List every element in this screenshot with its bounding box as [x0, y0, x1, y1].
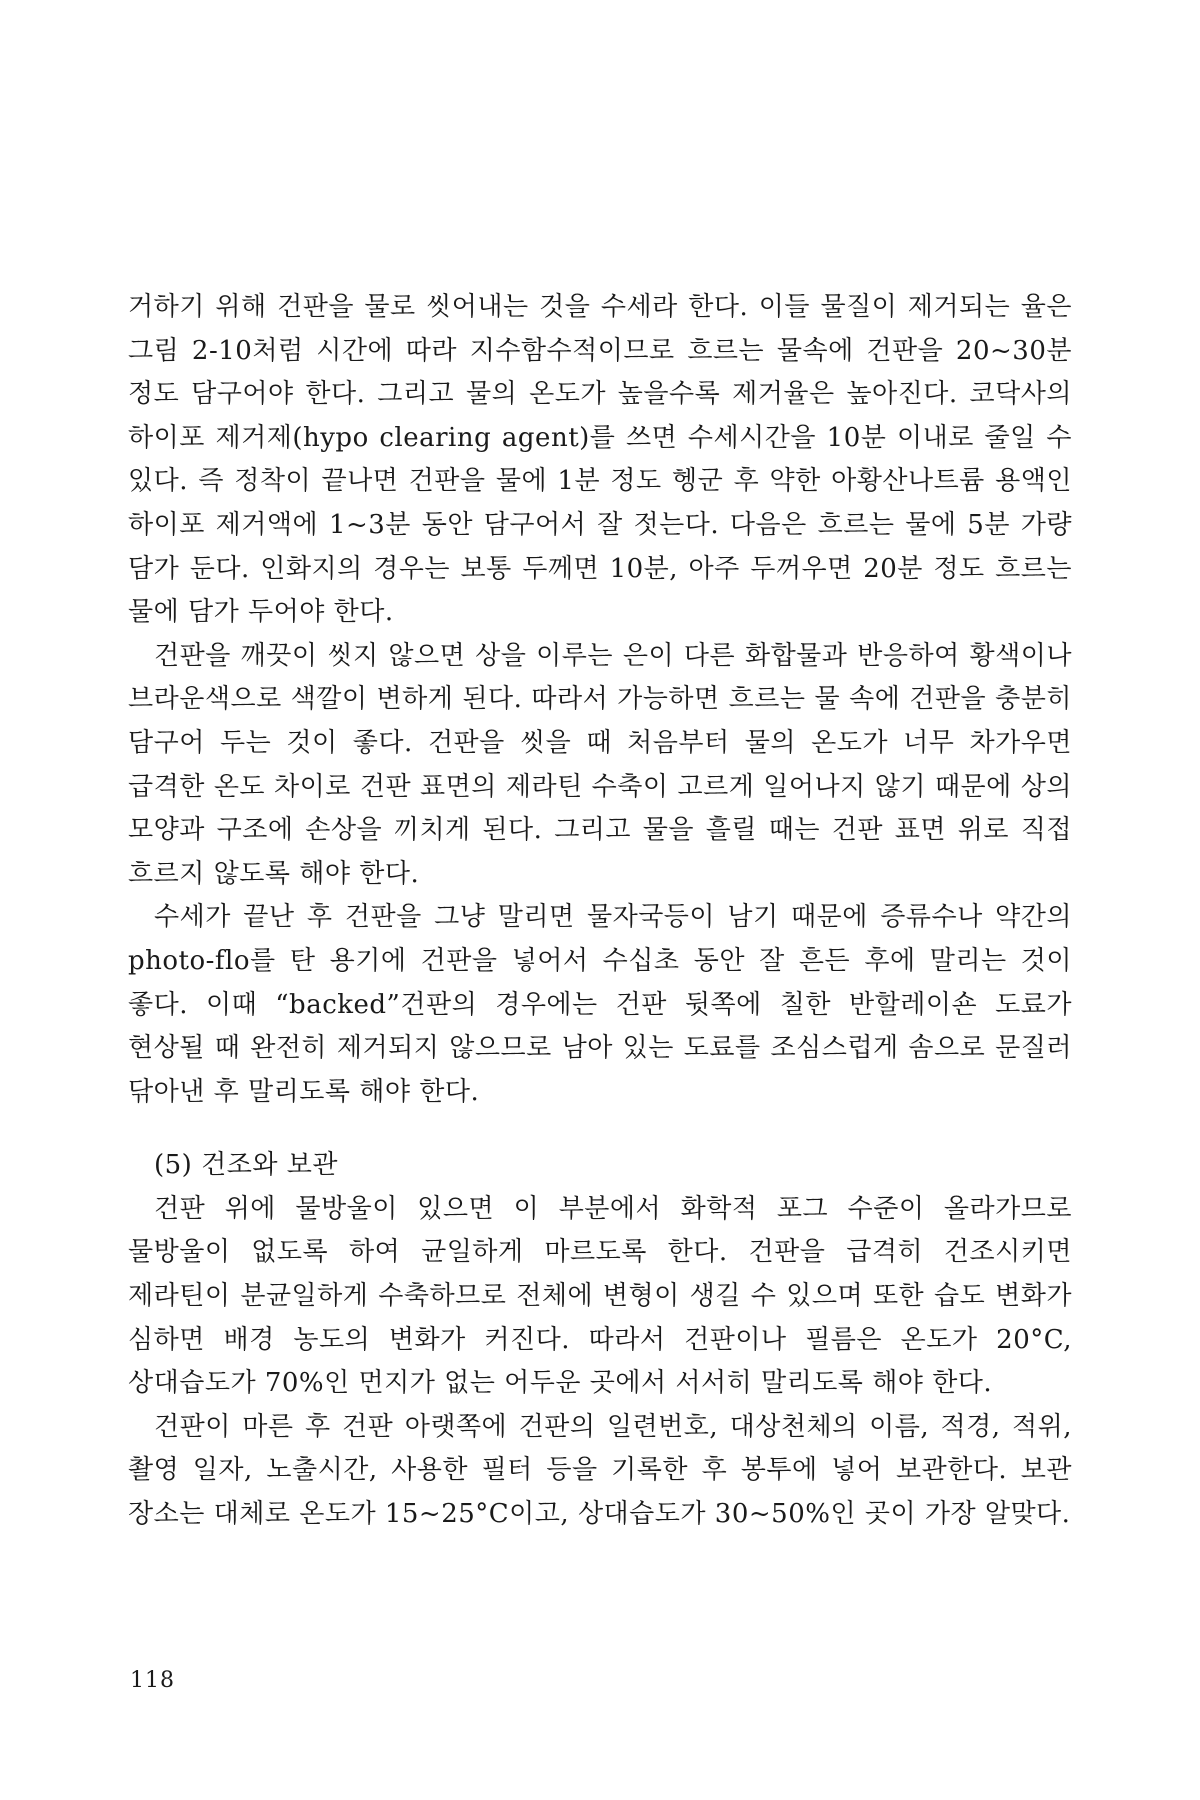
- paragraph-washing-intro: 거하기 위해 건판을 물로 씻어내는 것을 수세라 한다. 이들 물질이 제거되는 율은 그림 2-10처럼 시간에 따라 지수함수적이므로 흐르는 물속에 건판을 20~30분 정도 담구어야 한다. 그리고 물의 온도가 높을수록 제거율은 높아진다. 코닥사의 하이포 제거제(hypo clearing agent)를 쓰면 수세시간을 10분 이내로 줄일 수 있다. 즉 정착이 끝나면 건판을 물에 1분 정도 헹군 후 약한 아황산나트륨 용액인 하이포 제거액에 1~3분 동안 담구어서 잘 젓는다. 다음은 흐르는 물에 5분 가량 담가 둔다. 인화지의 경우는 보통 두께면 10분, 아주 두꺼우면 20분 정도 흐르는 물에 담가 두어야 한다.: [128, 292, 1072, 628]
- paragraph-storage: 건판이 마른 후 건판 아랫쪽에 건판의 일련번호, 대상천체의 이름, 적경, 적위, 촬영 일자, 노출시간, 사용한 필터 등을 기록한 후 봉투에 넣어 보관한다. 보관 장소는 대체로 온도가 15~25°C이고, 상대습도가 30~50%인 곳이 가장 알맞다.: [128, 1411, 1072, 1530]
- section-heading-drying-storage: (5) 건조와 보관: [154, 1150, 338, 1181]
- paragraph-washing-clean: 건판을 깨끗이 씻지 않으면 상을 이루는 은이 다른 화합물과 반응하여 황색이나 브라운색으로 색깔이 변하게 된다. 따라서 가능하면 흐르는 물 속에 건판을 충분히 담구어 두는 것이 좋다. 건판을 씻을 때 처음부터 물의 온도가 너무 차가우면 급격한 온도 차이로 건판 표면의 제라틴 수축이 고르게 일어나지 않기 때문에 상의 모양과 구조에 손상을 끼치게 된다. 그리고 물을 흘릴 때는 건판 표면 위로 직접 흐르지 않도록 해야 한다.: [128, 640, 1072, 889]
- page-number: 118: [130, 1668, 175, 1693]
- body-text: [128, 286, 1072, 1537]
- paragraph-drying: 건판 위에 물방울이 있으면 이 부분에서 화학적 포그 수준이 올라가므로 물방울이 없도록 하여 균일하게 마르도록 한다. 건판을 급격히 건조시키면 제라틴이 분균일하게 수축하므로 전체에 변형이 생길 수 있으며 또한 습도 변화가 심하면 배경 농도의 변화가 커진다. 따라서 건판이나 필름은 온도가 20°C, 상대습도가 70%인 먼지가 없는 어두운 곳에서 서서히 말리도록 해야 한다.: [128, 1193, 1072, 1399]
- paragraph-washing-drying-prep: 수세가 끝난 후 건판을 그냥 말리면 물자국등이 남기 때문에 증류수나 약간의 photo-flo를 탄 용기에 건판을 넣어서 수십초 동안 잘 흔든 후에 말리는 것이 좋다. 이때 “backed”건판의 경우에는 건판 뒷쪽에 칠한 반할레이숀 도료가 현상될 때 완전히 제거되지 않으므로 남아 있는 도료를 조심스럽게 솜으로 문질러 닦아낸 후 말리도록 해야 한다.: [128, 902, 1072, 1107]
